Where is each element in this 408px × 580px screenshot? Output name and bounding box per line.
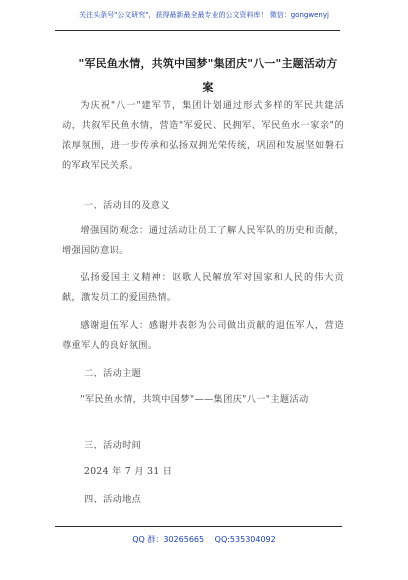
promo-banner: 关注头条号"公文研究"，获得最新最全最专业的公文资料库！ 微信：gongwenyj [79,11,329,19]
footer-qq: QQ:535304092 [214,535,276,544]
paragraph-date: 2024 年 7 月 31 日 [84,466,173,477]
section-heading-location: 四、活动地点 [84,494,142,505]
header-divider [55,30,340,31]
document-title [66,52,350,100]
paragraph-patriotism: 弘扬爱国主义精神：讴歌人民解放军对国家和人民的伟大贡献，激发员工的爱国热情。 [62,272,344,303]
title-line-1: "军民鱼水情，共筑中国梦"集团庆"八一"主题活动方 [78,57,338,70]
section-heading-theme: 二、活动主题 [84,368,142,379]
footer-divider [55,526,342,527]
intro-paragraph: 为庆祝"八一"建军节，集团计划通过形式多样的军民共建活动，共叙军民鱼水情，营造"军爱民、民拥军、军民鱼水一家亲"的浓厚氛围，进一步传承和弘扬双拥光荣传统，巩固和发展坚如磐石的军政军民关系。 [62,100,344,171]
section-heading-purpose: 一、活动目的及意义 [84,200,170,211]
paragraph-veterans: 感谢退伍军人：感谢并表彰为公司做出贡献的退伍军人，营造尊重军人的良好氛围。 [62,320,344,351]
footer-qq-group: QQ 群：30265665 [132,535,205,544]
section-heading-time: 三、活动时间 [84,440,142,451]
footer-contact [0,534,408,545]
title-line-2: 案 [202,81,214,94]
paragraph-theme: "军民鱼水情，共筑中国梦"——集团庆"八一"主题活动 [80,394,309,405]
paragraph-defense-awareness: 增强国防观念：通过活动让员工了解人民军队的历史和贡献，增强国防意识。 [62,225,344,256]
